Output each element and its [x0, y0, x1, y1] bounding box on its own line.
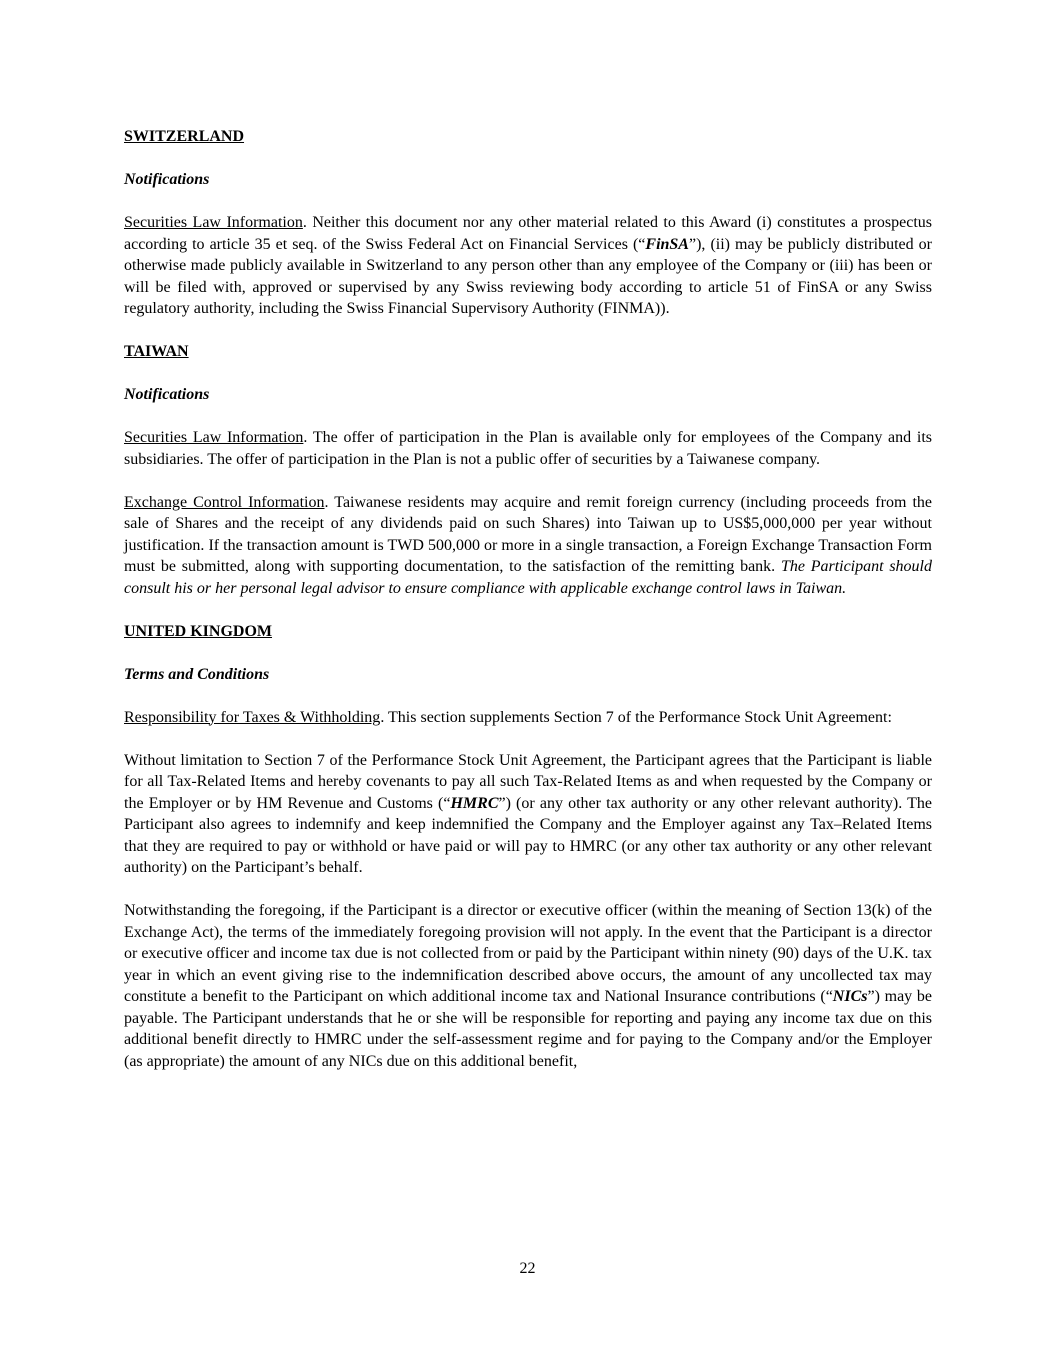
section-heading-united-kingdom: UNITED KINGDOM — [124, 622, 273, 640]
section-subheading-notifications: Notifications — [124, 171, 210, 188]
page-number: 22 — [519, 1260, 536, 1277]
paragraph-securities-law-switzerland: Securities Law Information. Neither this document nor any other material related to this Award (i) constitutes a prospectus according to article 35 et seq. of the Swiss Federal Act on Financial Services (“FinSA”), (ii) may be publicly distributed or otherwise made publicly available in Switzerland to any person other than any employee of the Company or (iii) has been or will be filed with, approved or supervised by any Swiss reviewing body according to article 51 of FinSA or any Swiss regulatory authority, including the Swiss Financial Supervisory Authority (FINMA)). — [124, 214, 933, 317]
section-subheading-notifications: Notifications — [124, 386, 210, 403]
section-switzerland — [124, 126, 932, 320]
paragraph-securities-law-taiwan: Securities Law Information. The offer of participation in the Plan is available only for employees of the Company and its subsidiaries. The offer of participation in the Plan is not a public offer of securities by a Taiwanese company. — [124, 429, 932, 468]
paragraph-notwithstanding: Notwithstanding the foregoing, if the Participant is a director or executive officer (within the meaning of Section 13(k) of the Exchange Act), the terms of the immediately foregoing provision will not apply. In the event that the Participant is a director or executive officer and income tax due is not collected from or paid by the Participant within ninety (90) days of the U.K. tax year in which an event giving rise to the indemnification described above occurs, the amount of any uncollected tax may constitute a benefit to the Participant on which additional income tax and National Insurance contributions (“NICs”) may be payable. The Participant understands that he or she will be responsible for reporting and paying any income tax due on this additional benefit directly to HMRC under the self-assessment regime and for paying to the Company and/or the Employer (as appropriate) the amount of any NICs due on this additional benefit, — [124, 902, 932, 1070]
paragraph-responsibility-for-taxes: Responsibility for Taxes & Withholding. This section supplements Section 7 of the Performance Stock Unit Agreement: — [124, 708, 892, 726]
paragraph-without-limitation: Without limitation to Section 7 of the Performance Stock Unit Agreement, the Participant agrees that the Participant is liable for all Tax-Related Items and hereby covenants to pay all such Tax-Related Items as and when requested by the Company or the Employer or by HM Revenue and Customs (“HMRC”) (or any other tax authority or any other relevant authority). The Participant also agrees to indemnify and keep indemnified the Company and the Employer against any Tax–Related Items that they are required to pay or withhold or have paid or will pay to HMRC (or any other tax authority or any other relevant authority) on the Participant’s behalf. — [124, 751, 932, 876]
paragraph-exchange-control-taiwan: Exchange Control Information. Taiwanese residents may acquire and remit foreign currency (including proceeds from the sale of Shares and the receipt of any dividends paid on such Shares) into Taiwan up to US$5,000,000 per year without justification. If the transaction amount is TWD 500,000 or more in a single transaction, a Foreign Exchange Transaction Form must be submitted, along with supporting documentation, to the satisfaction of the remitting bank. The Participant should consult his or her personal legal advisor to ensure compliance with applicable exchange control laws in Taiwan. — [124, 493, 933, 597]
section-united-kingdom — [124, 621, 932, 1073]
page-footer — [0, 1260, 1055, 1278]
section-heading-taiwan: TAIWAN — [124, 343, 189, 360]
section-subheading-terms-and-conditions: Terms and Conditions — [124, 665, 270, 683]
section-taiwan — [124, 341, 932, 599]
section-heading-switzerland: SWITZERLAND — [124, 128, 245, 145]
page-content — [124, 126, 932, 1094]
